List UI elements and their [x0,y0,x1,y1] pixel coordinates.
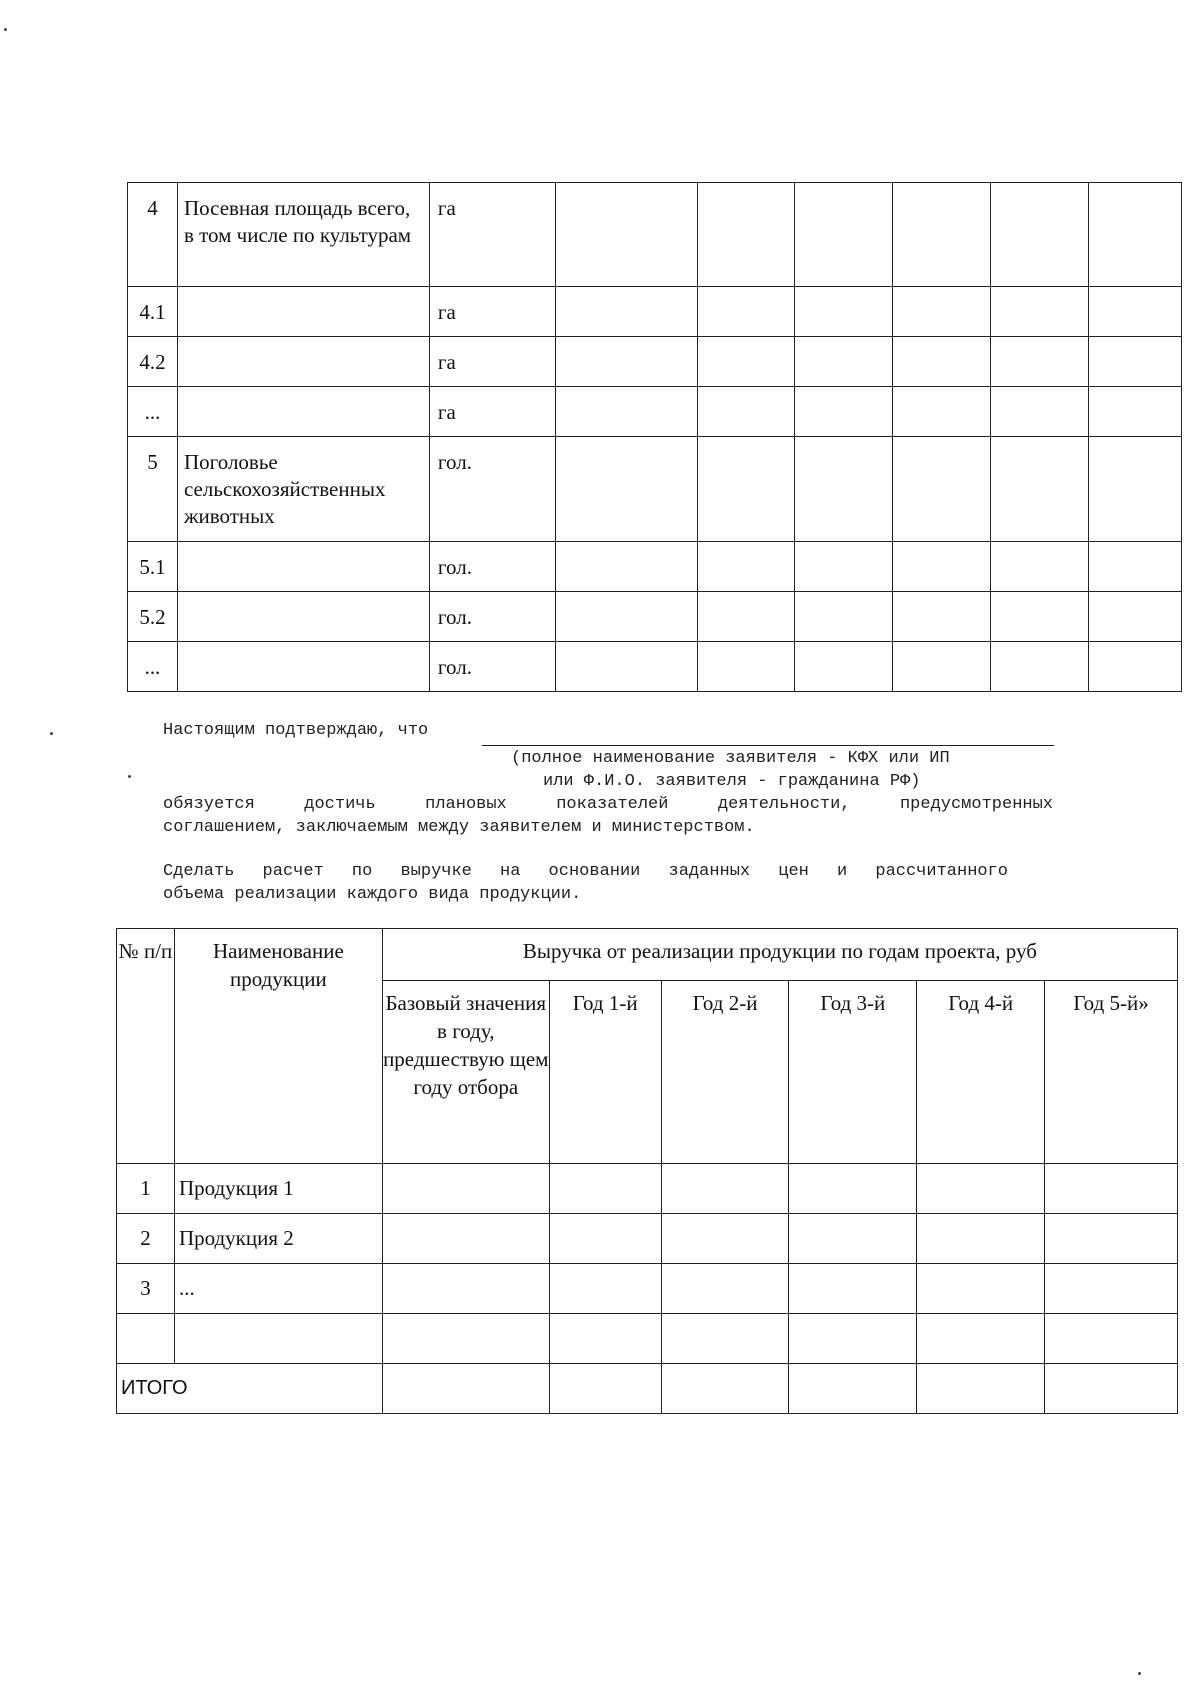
value-cell[interactable] [795,592,893,642]
total-row [117,1364,1178,1414]
row-unit: гол. [429,437,555,542]
value-cell[interactable] [555,642,697,692]
value-cell[interactable] [789,1214,917,1264]
row-unit: га [429,287,555,337]
row-name[interactable] [177,287,429,337]
instruction-line-1: Сделать расчет по выручке на основании заданных цен и рассчитанного [163,862,1008,881]
value-cell[interactable] [991,287,1089,337]
value-cell[interactable] [1089,642,1182,692]
row-name[interactable] [177,387,429,437]
col-header-year-4: Год 4-й [917,981,1045,1164]
value-cell[interactable] [549,1164,661,1214]
table-row [128,592,1182,642]
value-cell[interactable] [991,387,1089,437]
total-value-cell[interactable] [661,1364,789,1414]
value-cell[interactable] [795,437,893,542]
row-name: Поголовье сельскохозяйственных животных [177,437,429,542]
row-name[interactable] [177,642,429,692]
value-cell[interactable] [917,1214,1045,1264]
value-cell[interactable] [382,1264,549,1314]
col-header-year-2: Год 2-й [661,981,789,1164]
row-product-name: Продукция 2 [174,1214,382,1264]
total-value-cell[interactable] [1045,1364,1178,1414]
value-cell[interactable] [917,1264,1045,1314]
table-row [128,337,1182,387]
value-cell[interactable] [789,1164,917,1214]
value-cell[interactable] [697,183,795,287]
value-cell[interactable] [795,287,893,337]
value-cell[interactable] [917,1164,1045,1214]
value-cell[interactable] [893,437,991,542]
row-number: 4 [128,183,178,287]
value-cell[interactable] [893,387,991,437]
value-cell[interactable] [697,337,795,387]
value-cell[interactable] [893,337,991,387]
statement-line-1: Настоящим подтверждаю, что [163,721,429,740]
value-cell[interactable] [549,1314,661,1364]
table-row [128,642,1182,692]
row-number: ... [128,387,178,437]
row-number: 2 [117,1214,175,1264]
value-cell[interactable] [555,437,697,542]
row-product-name: Продукция 1 [174,1164,382,1214]
value-cell[interactable] [1089,183,1182,287]
value-cell[interactable] [697,287,795,337]
value-cell[interactable] [1089,542,1182,592]
value-cell[interactable] [697,642,795,692]
table-row [117,1264,1178,1314]
value-cell[interactable] [991,337,1089,387]
value-cell[interactable] [917,1314,1045,1364]
scan-speck [128,775,131,778]
scan-speck [50,732,53,735]
revenue-table [116,928,1178,1414]
value-cell[interactable] [555,542,697,592]
total-value-cell[interactable] [917,1364,1045,1414]
value-cell[interactable] [893,642,991,692]
row-number: ... [128,642,178,692]
row-name: Посевная площадь всего, в том числе по культурам [177,183,429,287]
value-cell[interactable] [661,1264,789,1314]
row-number: 4.2 [128,337,178,387]
row-name[interactable] [177,337,429,387]
value-cell[interactable] [1089,592,1182,642]
value-cell[interactable] [795,337,893,387]
row-number: 5 [128,437,178,542]
scan-speck [1138,1672,1141,1675]
value-cell[interactable] [1045,1164,1178,1214]
col-header-base: Базовый значения в году, предшествую щем году отбора [382,981,549,1164]
applicant-name-line[interactable] [482,745,1054,746]
value-cell[interactable] [382,1314,549,1364]
row-unit: гол. [429,592,555,642]
table-row [117,1164,1178,1214]
value-cell[interactable] [382,1164,549,1214]
value-cell[interactable] [1089,437,1182,542]
value-cell[interactable] [1045,1314,1178,1364]
value-cell[interactable] [661,1164,789,1214]
row-unit: гол. [429,642,555,692]
col-header-year-3: Год 3-й [789,981,917,1164]
total-value-cell[interactable] [549,1364,661,1414]
indicators-table [127,182,1182,692]
value-cell[interactable] [697,542,795,592]
row-number: 3 [117,1264,175,1314]
value-cell[interactable] [549,1264,661,1314]
row-unit: гол. [429,542,555,592]
value-cell[interactable] [1089,287,1182,337]
value-cell[interactable] [795,183,893,287]
value-cell[interactable] [893,287,991,337]
statement-caption-2: или Ф.И.О. заявителя - гражданина РФ) [543,772,921,791]
col-header-number: № п/п [117,929,175,1164]
value-cell[interactable] [697,592,795,642]
header-row [117,929,1178,981]
value-cell[interactable] [893,542,991,592]
table-row [128,437,1182,542]
value-cell[interactable] [893,592,991,642]
value-cell[interactable] [991,542,1089,592]
row-product-name: ... [174,1264,382,1314]
row-unit: га [429,183,555,287]
value-cell[interactable] [991,437,1089,542]
row-number: 5.1 [128,542,178,592]
col-header-year-1: Год 1-й [549,981,661,1164]
total-value-cell[interactable] [789,1364,917,1414]
value-cell[interactable] [1089,337,1182,387]
value-cell[interactable] [991,642,1089,692]
value-cell[interactable] [555,287,697,337]
value-cell[interactable] [789,1314,917,1364]
total-value-cell[interactable] [382,1364,549,1414]
total-label: ИТОГО [117,1364,383,1414]
row-name[interactable] [177,542,429,592]
value-cell[interactable] [991,592,1089,642]
value-cell[interactable] [549,1214,661,1264]
table-row [128,387,1182,437]
col-header-product-name: Наименование продукции [174,929,382,1164]
row-product-name[interactable] [174,1314,382,1364]
value-cell[interactable] [789,1264,917,1314]
row-number: 4.1 [128,287,178,337]
value-cell[interactable] [697,437,795,542]
table-row [117,1214,1178,1264]
value-cell[interactable] [1045,1264,1178,1314]
table-row [117,1314,1178,1364]
row-name[interactable] [177,592,429,642]
value-cell[interactable] [661,1214,789,1264]
row-unit: га [429,337,555,387]
row-number [117,1314,175,1364]
instruction-line-2: объема реализации каждого вида продукции. [163,885,582,904]
value-cell[interactable] [795,387,893,437]
value-cell[interactable] [697,387,795,437]
col-header-year-5: Год 5-й» [1045,981,1178,1164]
row-number: 1 [117,1164,175,1214]
value-cell[interactable] [1089,387,1182,437]
table-row [128,542,1182,592]
value-cell[interactable] [1045,1214,1178,1264]
value-cell[interactable] [661,1314,789,1364]
value-cell[interactable] [893,183,991,287]
table-row [128,287,1182,337]
value-cell[interactable] [555,337,697,387]
table-row [128,183,1182,287]
value-cell[interactable] [382,1214,549,1264]
row-number: 5.2 [128,592,178,642]
col-header-revenue-group: Выручка от реализации продукции по годам проекта, руб [382,929,1177,981]
value-cell[interactable] [795,642,893,692]
value-cell[interactable] [555,183,697,287]
value-cell[interactable] [991,183,1089,287]
statement-caption-1: (полное наименование заявителя - КФХ или ИП [511,749,950,768]
statement-line-2: обязуется достичь плановых показателей деятельности, предусмотренных [163,795,1053,814]
value-cell[interactable] [555,387,697,437]
scan-speck [4,28,7,31]
statement-line-3: соглашением, заключаемым между заявителем и министерством. [163,818,755,837]
row-unit: га [429,387,555,437]
value-cell[interactable] [795,542,893,592]
value-cell[interactable] [555,592,697,642]
